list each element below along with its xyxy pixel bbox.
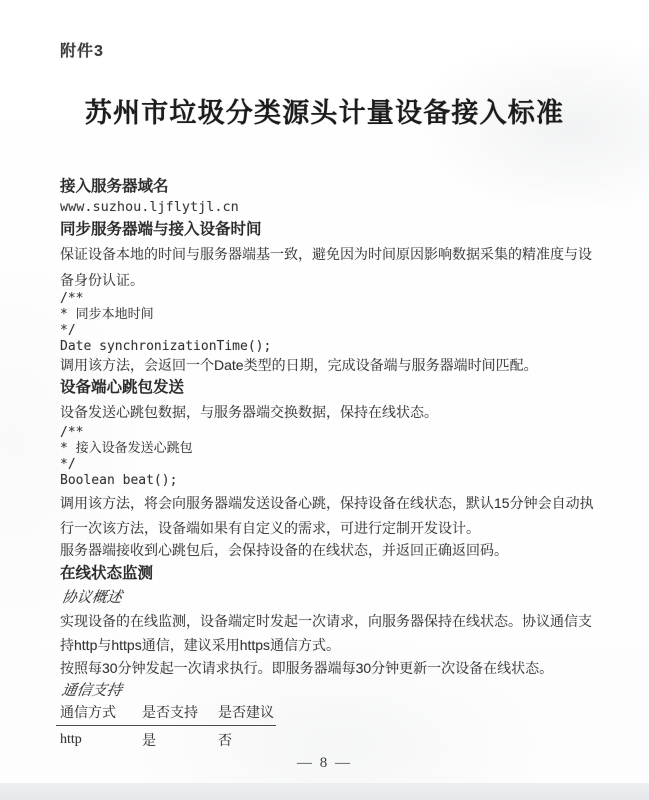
text-line: 按照每30分钟发起一次请求执行。即服务器端每30分钟更新一次设备在线状态。	[60, 660, 554, 676]
cell-recommended: 否	[218, 732, 232, 748]
server-domain-url: www.suzhou.ljflytjl.cn	[60, 199, 239, 215]
table-row	[56, 726, 276, 750]
subheading-comm-support: 通信支持	[60, 682, 124, 699]
cell-comm-method: http	[60, 732, 82, 747]
code-line: */	[60, 323, 76, 338]
paragraph-heartbeat-server-note	[60, 539, 594, 562]
cell-supported: 是	[142, 732, 156, 748]
table-header-row	[56, 703, 276, 726]
text-line: 行一次该方法，设备端如果有自定义的需求，可进行定制开发设计。	[60, 520, 480, 536]
code-line: Date synchronizationTime();	[60, 339, 272, 354]
comm-support-table	[56, 703, 276, 749]
code-block-sync-time	[60, 291, 594, 355]
code-line: /**	[60, 291, 84, 306]
text-line: 调用该方法，会返回一个Date类型的日期，完成设备端与服务器端时间匹配。	[60, 357, 538, 373]
code-line: * 接入设备发送心跳包	[60, 441, 193, 456]
heading-time-sync: 同步服务器端与接入设备时间	[60, 221, 262, 238]
paragraph-heartbeat-desc	[60, 491, 594, 541]
code-block-heartbeat	[60, 425, 594, 489]
table-header-supported: 是否支持	[142, 704, 198, 720]
code-line: */	[60, 457, 76, 472]
table-header-comm-method: 通信方式	[60, 704, 116, 720]
code-line: /**	[60, 425, 84, 440]
paragraph-time-sync-intro	[60, 241, 594, 293]
text-line: 服务器端接收到心跳包后，会保持设备的在线状态，并返回正确返回码。	[60, 542, 508, 558]
page-edge-shadow	[0, 783, 649, 800]
paragraph-heartbeat-intro	[60, 400, 594, 425]
text-line: 设备发送心跳包数据，与服务器端交换数据，保持在线状态。	[60, 404, 438, 420]
paragraph-protocol	[60, 609, 594, 657]
text-line: 保证设备本地的时间与服务器端基一致，避免因为时间原因影响数据采集的精准度与设	[60, 246, 592, 262]
document-body	[60, 176, 594, 749]
subheading-protocol-overview: 协议概述	[60, 589, 124, 606]
heading-heartbeat: 设备端心跳包发送	[60, 379, 185, 396]
heading-server-domain: 接入服务器域名	[60, 178, 169, 195]
code-line: Boolean beat();	[60, 473, 178, 488]
text-line: 调用该方法，将会向服务器端发送设备心跳，保持设备在线状态，默认15分钟会自动执	[60, 495, 594, 511]
text-line: 备身份认证。	[60, 272, 144, 288]
document-title: 苏州市垃圾分类源头计量设备接入标准	[84, 98, 565, 128]
paragraph-time-sync-desc	[60, 353, 594, 377]
text-line: 实现设备的在线监测，设备端定时发起一次请求，向服务器保持在线状态。协议通信支	[60, 613, 592, 629]
page-number: — 8 —	[297, 755, 352, 771]
heading-online-status: 在线状态监测	[60, 565, 154, 582]
text-line: 持http与https通信，建议采用https通信方式。	[60, 637, 341, 653]
code-line: * 同步本地时间	[60, 307, 154, 322]
table-header-recommended: 是否建议	[218, 704, 274, 720]
attachment-label: 附件3	[60, 43, 104, 60]
paragraph-interval-note	[60, 657, 594, 680]
